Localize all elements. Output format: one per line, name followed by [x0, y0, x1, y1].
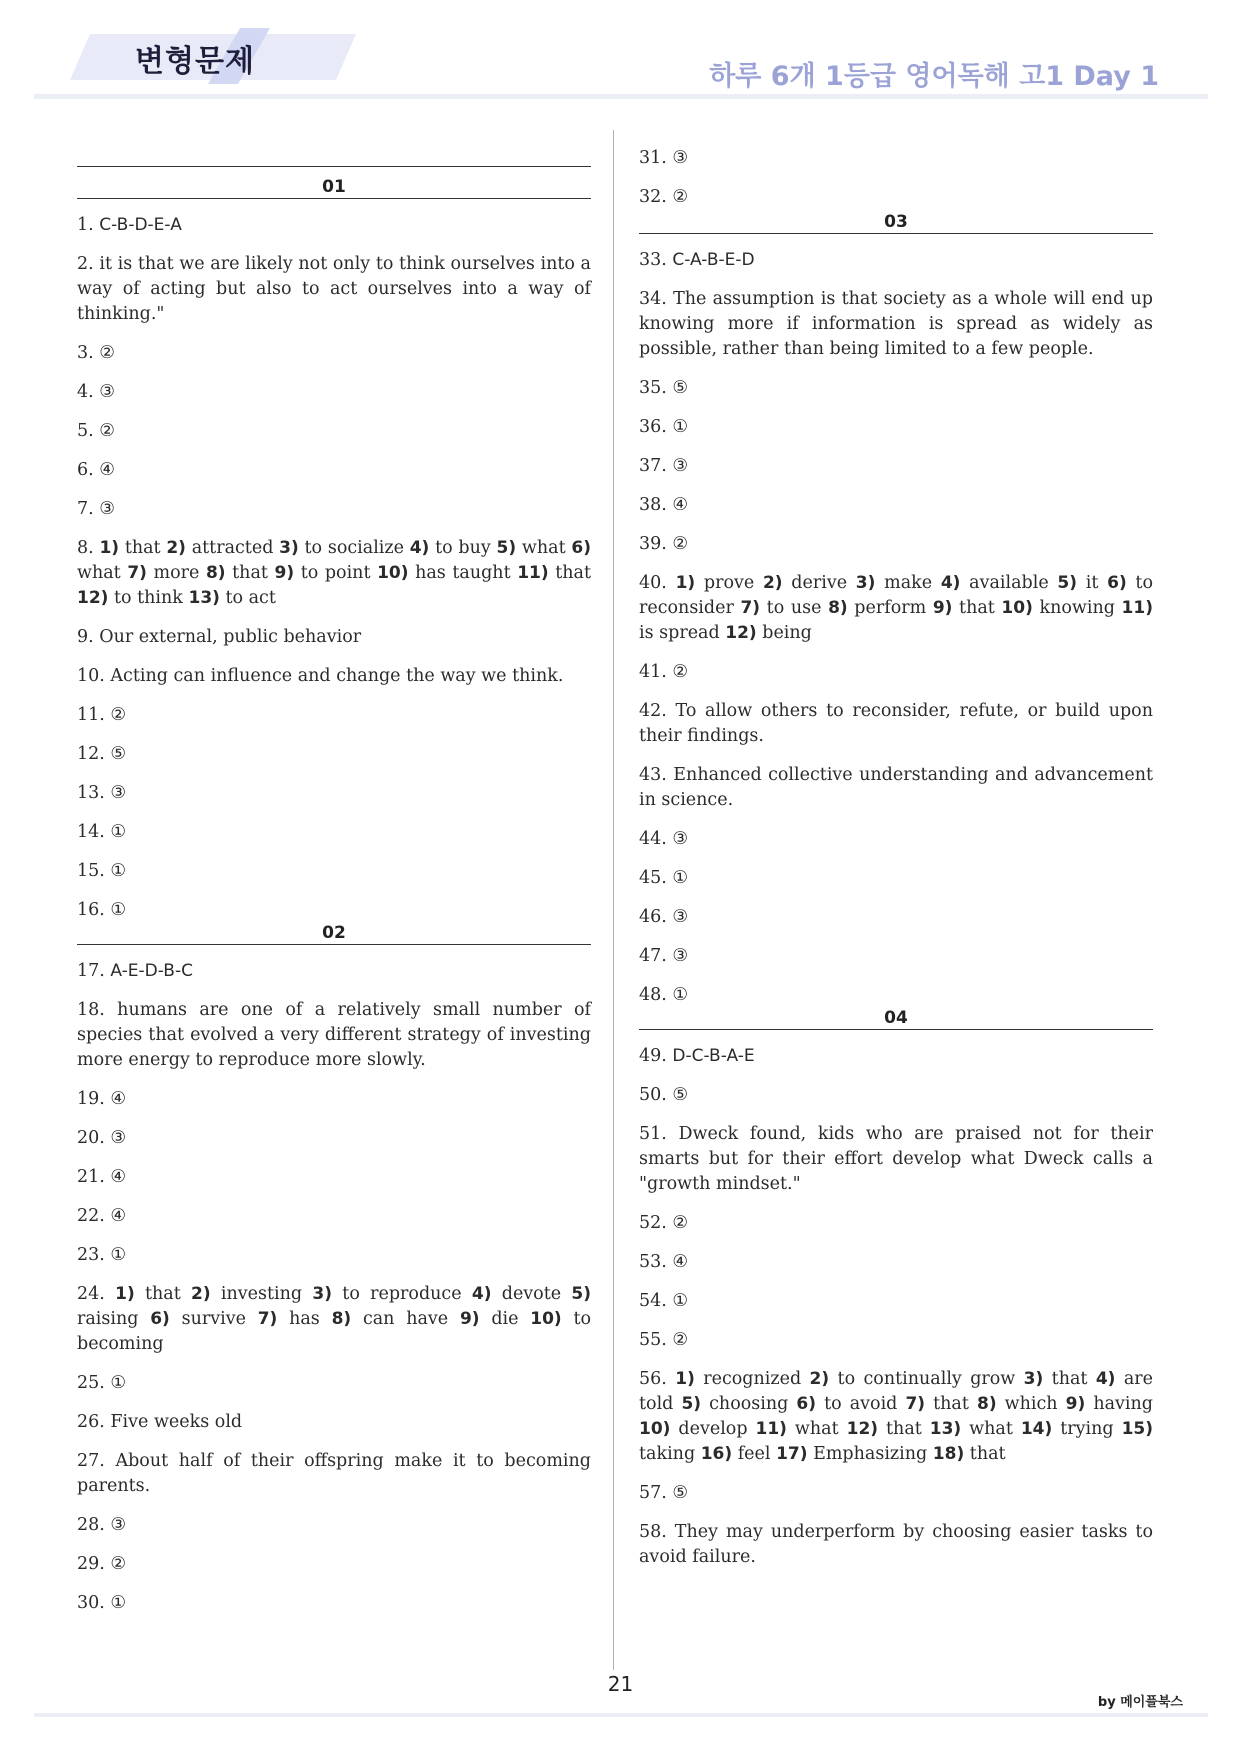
blank-answer: recognized [694, 1369, 810, 1389]
answer-54: 54. ① [639, 1291, 689, 1311]
answer-42: 42. To allow others to reconsider, refute, or build upon their findings. [639, 701, 1153, 746]
answer-29: 29. ② [77, 1554, 127, 1574]
answer-24-label: 24. [77, 1284, 116, 1304]
answer-8-label: 8. [77, 538, 100, 558]
blank-number: 3) [279, 538, 299, 558]
blank-number: 3) [312, 1284, 333, 1304]
blank-number: 13) [188, 588, 220, 608]
blank-answer: to reproduce [332, 1284, 472, 1304]
answer-26: 26. Five weeks old [77, 1412, 243, 1432]
header-badge [60, 26, 360, 88]
answer-34: 34. The assumption is that society as a whole will end up knowing more if information is spread as widely as possible, rather than being limited to a few people. [639, 289, 1153, 359]
answer-57: 57. ⑤ [639, 1483, 689, 1503]
blank-number: 14) [1020, 1419, 1053, 1439]
answer-17-label: 17. [77, 961, 111, 981]
answer-51: 51. Dweck found, kids who are praised not for their smarts but for their effort develop what Dweck calls a "growth mindset." [639, 1124, 1153, 1194]
answer-13: 13. ③ [77, 783, 127, 803]
answer-1-label: 1. [77, 215, 100, 235]
answer-36: 36. ① [639, 417, 689, 437]
blank-number: 6) [150, 1309, 170, 1329]
blank-answer: has [277, 1309, 332, 1329]
header-rule [34, 94, 1208, 99]
blank-number: 6) [796, 1394, 817, 1414]
blank-answer: that [952, 598, 1002, 618]
blank-number: 2) [762, 573, 783, 593]
blank-answer: that [925, 1394, 977, 1414]
blank-number: 4) [940, 573, 961, 593]
answer-15: 15. ① [77, 861, 127, 881]
answer-9: 9. Our external, public behavior [77, 627, 362, 647]
blank-number: 10) [1001, 598, 1033, 618]
blank-answer: investing [210, 1284, 313, 1304]
right-column [639, 130, 1153, 1570]
blank-answer: is spread [639, 623, 726, 643]
blank-answer: perform [847, 598, 933, 618]
answer-18: 18. humans are one of a relatively small number of species that evolved a very different strategy of investing more energy to reproduce more slowly. [77, 1000, 591, 1070]
answer-49 [639, 1044, 1153, 1069]
blank-number: 2) [809, 1369, 830, 1389]
answer-33 [639, 248, 1153, 273]
blank-number: 12) [846, 1419, 879, 1439]
blank-answer: having [1085, 1394, 1153, 1414]
blank-answer: to reconsider [639, 573, 1154, 618]
answer-23: 23. ① [77, 1245, 127, 1265]
answer-30: 30. ① [77, 1593, 127, 1613]
blank-number: 11) [1121, 598, 1153, 618]
header-title: 하루 6개 1등급 영어독해 고1 Day 1 [709, 61, 1159, 92]
answer-2: 2. it is that we are likely not only to think ourselves into a way of acting but also to act ourselves into a way of thinking." [77, 254, 591, 324]
answer-8-blanks [77, 538, 591, 608]
answer-16: 16. ① [77, 900, 127, 920]
answer-4: 4. ③ [77, 382, 115, 402]
answer-38: 38. ④ [639, 495, 689, 515]
answer-39: 39. ② [639, 534, 689, 554]
answer-1 [77, 213, 591, 238]
blank-answer: to socialize [298, 538, 410, 558]
answer-7: 7. ③ [77, 499, 115, 519]
blank-answer: to buy [429, 538, 497, 558]
answer-40 [639, 571, 1153, 646]
blank-answer: die [479, 1309, 531, 1329]
blank-answer: that [119, 538, 167, 558]
answer-19: 19. ④ [77, 1089, 127, 1109]
blank-answer: survive [169, 1309, 258, 1329]
blank-number: 6) [1107, 573, 1127, 593]
blank-answer: to becoming [77, 1309, 592, 1354]
answer-40-label: 40. [639, 573, 676, 593]
publisher-credit: by 메이플북스 [1097, 1695, 1183, 1710]
blank-number: 8) [828, 598, 848, 618]
blank-number: 9) [932, 598, 953, 618]
blank-number: 3) [855, 573, 876, 593]
blank-answer: derive [782, 573, 856, 593]
blank-number: 4) [1095, 1369, 1116, 1389]
answer-11: 11. ② [77, 705, 127, 725]
blank-number: 10) [377, 563, 409, 583]
answer-45: 45. ① [639, 868, 689, 888]
answer-22: 22. ④ [77, 1206, 127, 1226]
answer-53: 53. ④ [639, 1252, 689, 1272]
blank-answer: can have [351, 1309, 460, 1329]
section-03-heading: 03 [639, 212, 1153, 234]
blank-number: 10) [639, 1419, 671, 1439]
blank-number: 1) [675, 1369, 695, 1389]
blank-number: 12) [725, 623, 757, 643]
blank-answer: more [146, 563, 206, 583]
answer-40-blanks [639, 573, 1153, 643]
blank-number: 8) [331, 1309, 352, 1329]
answer-21: 21. ④ [77, 1167, 127, 1187]
blank-number: 2) [191, 1284, 211, 1304]
blank-number: 5) [1057, 573, 1078, 593]
answer-33-label: 33. [639, 250, 673, 270]
section-02-heading: 02 [77, 923, 591, 945]
section-01-heading: 01 [77, 166, 591, 199]
blank-number: 7) [740, 598, 761, 618]
blank-answer: make [875, 573, 941, 593]
header-badge-text: 변형문제 [135, 44, 255, 79]
answer-50: 50. ⑤ [639, 1085, 689, 1105]
blank-number: 7) [257, 1309, 278, 1329]
blank-number: 11) [755, 1419, 787, 1439]
blank-answer: what [516, 538, 572, 558]
blank-number: 9) [459, 1309, 480, 1329]
blank-answer: which [996, 1394, 1066, 1414]
answer-10: 10. Acting can influence and change the way we think. [77, 666, 564, 686]
answer-6: 6. ④ [77, 460, 115, 480]
answer-41: 41. ② [639, 662, 689, 682]
blank-answer: what [77, 563, 128, 583]
answer-56 [639, 1367, 1153, 1467]
blank-answer: that [225, 563, 275, 583]
answer-48: 48. ① [639, 985, 689, 1005]
answer-1-value: C-B-D-E-A [99, 215, 182, 235]
answer-14: 14. ① [77, 822, 127, 842]
answer-17 [77, 959, 591, 984]
answer-49-label: 49. [639, 1046, 673, 1066]
blank-answer: that [548, 563, 591, 583]
blank-number: 1) [675, 573, 696, 593]
blank-answer: what [786, 1419, 847, 1439]
blank-number: 6) [571, 538, 591, 558]
blank-number: 8) [205, 563, 226, 583]
blank-number: 3) [1023, 1369, 1044, 1389]
answer-5: 5. ② [77, 421, 115, 441]
blank-answer: that [878, 1419, 930, 1439]
answer-37: 37. ③ [639, 456, 689, 476]
answer-49-value: D-C-B-A-E [672, 1046, 755, 1066]
section-04-heading: 04 [639, 1008, 1153, 1030]
blank-answer: prove [695, 573, 763, 593]
blank-answer: it [1077, 573, 1108, 593]
blank-answer: being [756, 623, 812, 643]
blank-answer: available [960, 573, 1058, 593]
answer-56-label: 56. [639, 1369, 676, 1389]
blank-number: 2) [166, 538, 186, 558]
blank-answer: to point [294, 563, 378, 583]
answer-17-value: A-E-D-B-C [110, 961, 193, 981]
blank-number: 9) [1065, 1394, 1086, 1414]
column-divider [613, 130, 614, 1670]
blank-number: 11) [517, 563, 549, 583]
blank-answer: that [134, 1284, 192, 1304]
answer-44: 44. ③ [639, 829, 689, 849]
answer-47: 47. ③ [639, 946, 689, 966]
blank-answer: choosing [701, 1394, 797, 1414]
answer-46: 46. ③ [639, 907, 689, 927]
blank-answer: to think [108, 588, 189, 608]
answer-20: 20. ③ [77, 1128, 127, 1148]
answer-12: 12. ⑤ [77, 744, 127, 764]
blank-answer: knowing [1032, 598, 1122, 618]
answer-43: 43. Enhanced collective understanding and advancement in science. [639, 765, 1153, 810]
blank-answer: Emphasizing [807, 1444, 933, 1464]
blank-answer: trying [1052, 1419, 1122, 1439]
blank-number: 1) [115, 1284, 135, 1304]
blank-number: 18) [932, 1444, 965, 1464]
answer-58: 58. They may underperform by choosing easier tasks to avoid failure. [639, 1522, 1153, 1567]
blank-number: 8) [976, 1394, 997, 1414]
answer-31: 31. ③ [639, 148, 689, 168]
blank-answer: what [961, 1419, 1021, 1439]
page-number: 21 [607, 1672, 634, 1696]
blank-number: 17) [776, 1444, 808, 1464]
footer-rule [34, 1713, 1208, 1717]
blank-number: 5) [496, 538, 517, 558]
blank-answer: feel [732, 1444, 777, 1464]
answer-24 [77, 1282, 591, 1357]
blank-number: 9) [274, 563, 295, 583]
blank-number: 5) [571, 1284, 591, 1304]
blank-number: 4) [471, 1284, 492, 1304]
answer-35: 35. ⑤ [639, 378, 689, 398]
blank-answer: has taught [408, 563, 518, 583]
blank-answer: attracted [185, 538, 280, 558]
blank-number: 5) [681, 1394, 702, 1414]
answer-33-value: C-A-B-E-D [672, 250, 755, 270]
answer-56-blanks [639, 1369, 1153, 1464]
blank-number: 7) [905, 1394, 926, 1414]
blank-answer: raising [77, 1309, 151, 1329]
blank-answer: devote [491, 1284, 572, 1304]
answer-25: 25. ① [77, 1373, 127, 1393]
blank-answer: to continually grow [829, 1369, 1024, 1389]
blank-answer: are told [639, 1369, 1153, 1414]
blank-number: 10) [530, 1309, 562, 1329]
answer-3: 3. ② [77, 343, 115, 363]
answer-32: 32. ② [639, 187, 689, 207]
left-column [77, 130, 591, 1616]
blank-answer: to avoid [816, 1394, 906, 1414]
answer-52: 52. ② [639, 1213, 689, 1233]
answer-27: 27. About half of their offspring make it to becoming parents. [77, 1451, 591, 1496]
blank-answer: to act [219, 588, 276, 608]
blank-number: 15) [1121, 1419, 1154, 1439]
blank-number: 7) [127, 563, 147, 583]
answer-8 [77, 536, 591, 611]
blank-answer: that [1043, 1369, 1096, 1389]
blank-answer: develop [670, 1419, 756, 1439]
blank-number: 16) [700, 1444, 733, 1464]
blank-number: 4) [409, 538, 430, 558]
blank-number: 1) [99, 538, 120, 558]
answer-24-blanks [77, 1284, 591, 1354]
answer-55: 55. ② [639, 1330, 689, 1350]
answer-28: 28. ③ [77, 1515, 127, 1535]
blank-answer: to use [760, 598, 829, 618]
blank-number: 12) [77, 588, 109, 608]
blank-answer: taking [639, 1444, 701, 1464]
blank-answer: that [964, 1444, 1006, 1464]
blank-number: 13) [929, 1419, 962, 1439]
